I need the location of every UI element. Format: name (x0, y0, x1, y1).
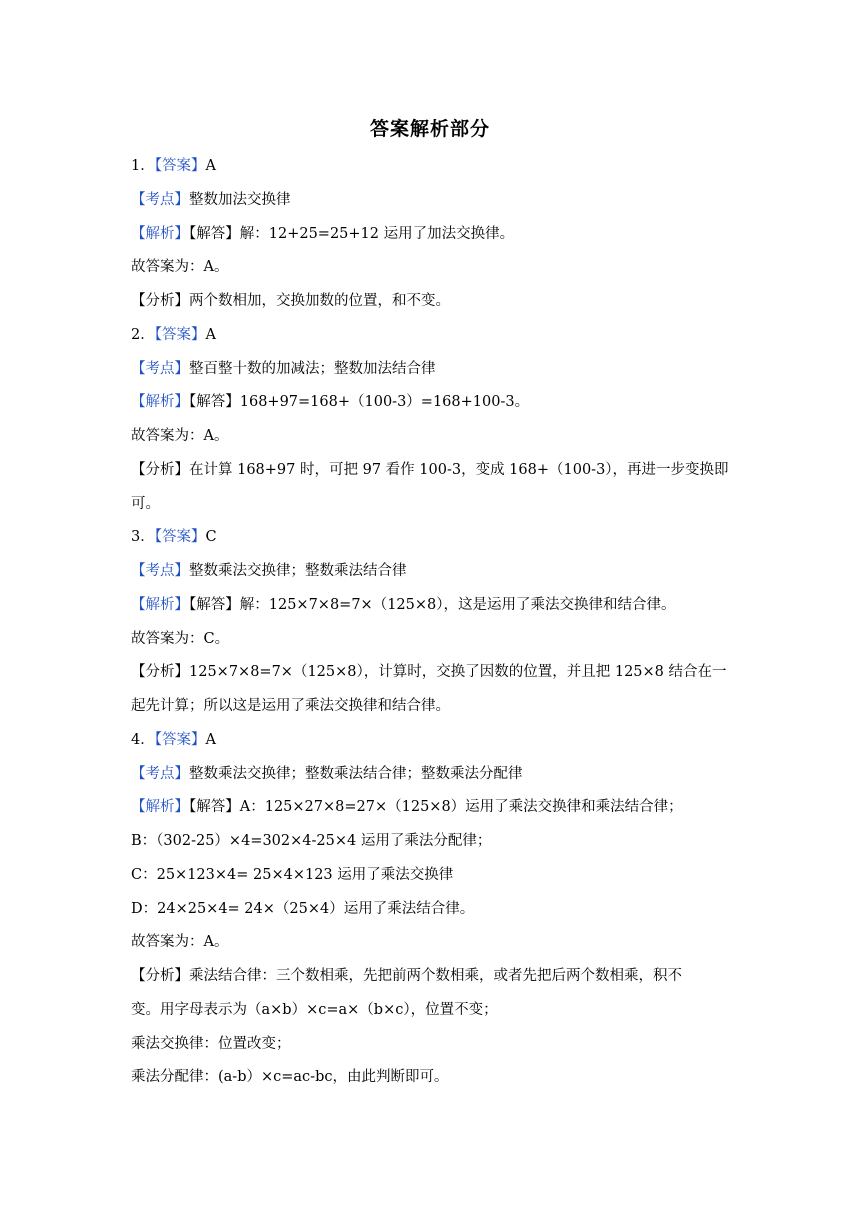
q4-fenxi-1: 乘法结合律：三个数相乘，先把前两个数相乘，或者先把后两个数相乘，积不 (189, 968, 682, 984)
q4-line-b: B：（302-25）×4=302×4-25×4 运用了乘法分配律； (131, 833, 492, 849)
q1-point-line (131, 184, 731, 218)
solution-tag: 【解答】 (189, 596, 240, 613)
q4-answer: A (205, 731, 216, 748)
answer-list (131, 150, 731, 1095)
q3-point-line (131, 555, 731, 589)
q4-answer-line (131, 724, 731, 758)
q1-conclusion: 故答案为：A。 (131, 259, 229, 276)
q2-fenxi-1: 在计算 168+97 时，可把 97 看作 100-3，变成 168+（100-3），再进一步变换即 (189, 461, 729, 478)
analysis-tag: 【解析】 (131, 225, 189, 242)
q1-fenxi-line (131, 285, 731, 319)
q1-answer: A (205, 158, 216, 174)
q4-fenxi-cont-3: 乘法分配律：(a-b）×c=ac-bc，由此判断即可。 (131, 1069, 449, 1086)
q3-answer: C (205, 529, 217, 546)
q2-fenxi-cont: 可。 (131, 495, 160, 512)
q2-fenxi-line (131, 454, 731, 488)
q3-solution: 解：125×7×8=7×（125×8），这是运用了乘法交换律和结合律。 (239, 596, 676, 613)
fenxi-tag: 【分析】 (131, 461, 189, 478)
solution-tag: 【解答】 (189, 225, 240, 242)
page-title: 答案解析部分 (369, 118, 490, 140)
q3-answer-line (131, 521, 731, 555)
q3-solution-line (131, 589, 731, 623)
q2-solution-line (131, 386, 731, 420)
answer-tag: 【答案】 (154, 158, 206, 174)
q3-fenxi-1: 125×7×8=7×（125×8），计算时，交换了因数的位置，并且把 125×8 结合在一 (189, 664, 727, 681)
answer-tag: 【答案】 (154, 326, 206, 343)
q1-number: 1． (131, 158, 155, 174)
q4-conclusion: 故答案为：A。 (131, 934, 229, 951)
q2-conclusion: 故答案为：A。 (131, 428, 229, 444)
q4-line-d: D：24×25×4= 24×（25×4）运用了乘法结合律。 (131, 900, 475, 917)
point-tag: 【考点】 (131, 360, 189, 377)
q2-point-line (131, 353, 731, 387)
q1-solution: 解：12+25=25+12 运用了加法交换律。 (239, 225, 515, 242)
analysis-tag: 【解析】 (131, 394, 189, 411)
point-tag: 【考点】 (131, 765, 189, 782)
q3-fenxi-cont: 起先计算；所以这是运用了乘法交换律和结合律。 (131, 698, 450, 714)
q3-conclusion: 故答案为：C。 (131, 630, 230, 647)
analysis-tag: 【解析】 (131, 799, 189, 816)
solution-tag: 【解答】 (189, 799, 240, 816)
q4-number: 4． (131, 731, 155, 748)
analysis-tag: 【解析】 (131, 596, 189, 613)
q4-point: 整数乘法交换律；整数乘法结合律；整数乘法分配律 (189, 765, 523, 782)
q4-solution: A：125×27×8=27×（125×8）运用了乘法交换律和乘法结合律； (239, 799, 683, 816)
q2-number: 2． (131, 326, 155, 343)
q1-point: 整数加法交换律 (189, 191, 291, 208)
q3-point: 整数乘法交换律；整数乘法结合律 (189, 563, 407, 579)
q2-answer-line (131, 319, 731, 353)
q2-answer: A (205, 326, 216, 343)
point-tag: 【考点】 (131, 191, 189, 208)
q4-solution-line (131, 791, 731, 825)
q4-fenxi-line (131, 960, 731, 994)
q1-fenxi: 两个数相加，交换加数的位置，和不变。 (189, 293, 450, 309)
fenxi-tag: 【分析】 (131, 968, 189, 984)
q1-answer-line (131, 150, 731, 184)
q1-solution-line (131, 218, 731, 252)
answer-tag: 【答案】 (154, 529, 206, 546)
q4-line-c: C：25×123×4= 25×4×123 运用了乘法交换律 (131, 866, 454, 883)
fenxi-tag: 【分析】 (131, 664, 189, 681)
q2-solution: 168+97=168+（100-3）=168+100-3。 (239, 394, 530, 411)
point-tag: 【考点】 (131, 563, 189, 579)
solution-tag: 【解答】 (189, 394, 240, 411)
q2-point: 整百整十数的加减法；整数加法结合律 (189, 360, 436, 377)
q3-fenxi-line (131, 656, 731, 690)
q4-fenxi-cont-1: 变。用字母表示为（a×b）×c=a×（b×c），位置不变； (131, 1001, 498, 1018)
q4-point-line (131, 758, 731, 792)
fenxi-tag: 【分析】 (131, 293, 189, 309)
answer-tag: 【答案】 (154, 731, 206, 748)
q4-fenxi-cont-2: 乘法交换律：位置改变； (131, 1035, 291, 1052)
q3-number: 3． (131, 529, 155, 546)
